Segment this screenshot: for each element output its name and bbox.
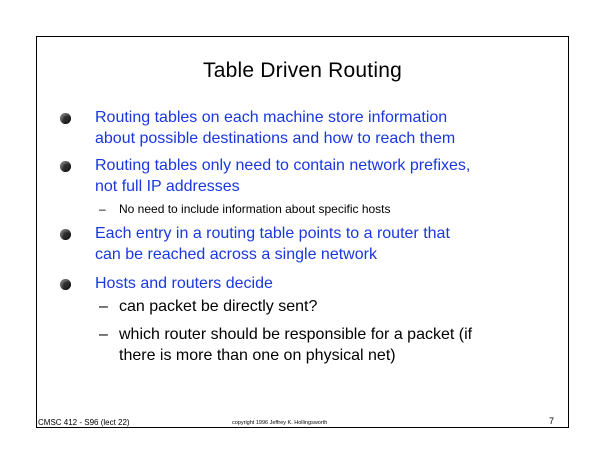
bullet-text (95, 107, 565, 149)
bullet-line: Routing tables only need to contain network prefixes, (95, 157, 471, 174)
dash-icon: – (99, 298, 108, 315)
dash-icon: – (99, 202, 106, 216)
footer-course-label: CMSC 412 - S96 (lect 22) (38, 418, 130, 427)
sub-bullet-line: there is more than one on physical net) (119, 347, 396, 364)
dash-icon: – (99, 326, 108, 343)
footer-copyright: copyright 1996 Jeffrey K. Hollingsworth (232, 420, 328, 426)
bullet-text (95, 155, 565, 197)
page-number: 7 (549, 416, 555, 426)
bullet-line: Routing tables on each machine store information (95, 109, 448, 126)
sub-bullet-text: can packet be directly sent? (119, 298, 318, 315)
bullet-dot-icon (60, 229, 71, 240)
bullet-dot-icon (60, 279, 71, 290)
slide-frame (36, 36, 569, 428)
bullet-line: not full IP addresses (95, 178, 240, 195)
slide-title: Table Driven Routing (203, 59, 402, 82)
bullet-line: can be reached across a single network (95, 246, 377, 263)
bullet-line: about possible destinations and how to reach them (95, 130, 456, 147)
bullet-line: Hosts and routers decide (95, 275, 273, 292)
bullet-text (95, 223, 565, 265)
bullet-text (95, 273, 565, 294)
bullet-line: Each entry in a routing table points to a router that (95, 225, 450, 242)
sub-bullet-text (119, 324, 539, 366)
sub-bullet-line: which router should be responsible for a packet (if (119, 326, 473, 343)
bullet-dot-icon (60, 161, 71, 172)
sub-bullet-text: No need to include information about specific hosts (119, 202, 391, 216)
bullet-dot-icon (60, 113, 71, 124)
